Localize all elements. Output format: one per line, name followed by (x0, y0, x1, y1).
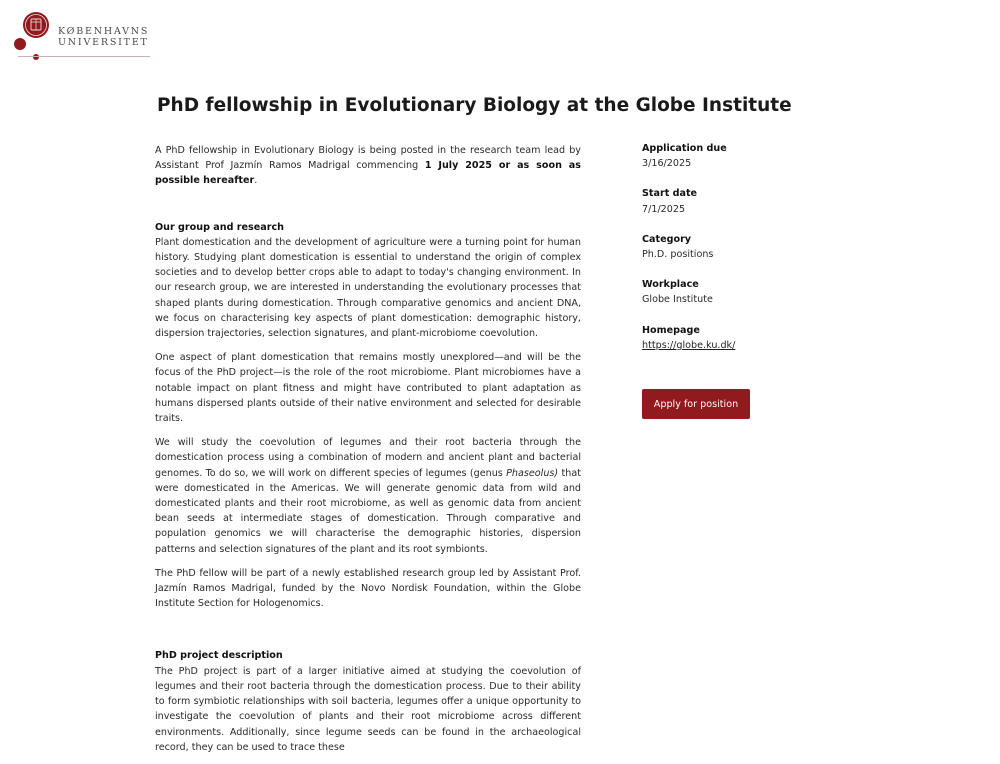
logo-line-2: UNIVERSITET (58, 37, 149, 48)
intro-text-end: . (254, 175, 258, 187)
group-p3-text: We will study the coevolution of legumes and their root bacteria through the domestication process using a combination of modern and ancient plant and bacterial genomes. To do so, we will work on different species of legumes (genus (155, 437, 581, 479)
group-paragraph-2: One aspect of plant domestication that remains mostly unexplored—and will be the focus of the PhD project—is the role of the root microbiome. Plant microbiomes have a notable impact on plant fitness and might have contributed to plant adaptation as humans dispersed plants outside of their native environment and selected for desirable traits. (155, 352, 581, 425)
project-section-heading: PhD project description (155, 650, 283, 662)
workplace-value: Globe Institute (642, 294, 713, 306)
category-label: Category (642, 233, 692, 245)
group-paragraph-3 (155, 435, 581, 557)
university-name (58, 26, 149, 48)
intro-start-date: 1 July 2025 or as soon as possible hereafter (155, 160, 581, 187)
intro-paragraph (155, 143, 581, 189)
job-description (155, 143, 581, 764)
intro-text: A PhD fellowship in Evolutionary Biology is being posted in the research team lead by Assistant Prof Jazmín Ramos Madrigal commencing (155, 145, 581, 172)
category-block (642, 232, 842, 262)
group-paragraph-1: Plant domestication and the development of agriculture were a turning point for human history. Studying plant domestication is essential to understand the origin of complex societies and to develop better crops able to adapt to today's changing environment. In our research group, we are interested in understanding the evolutionary processes that shaped plants during domestication. Through comparative genomics and ancient DNA, we focus on characterising key aspects of plant domestication: demographic history, dispersion trajectories, selection signatures, and plant-microbiome coevolution. (155, 236, 581, 340)
apply-for-position-button[interactable]: Apply for position (642, 389, 750, 419)
application-due-block (642, 141, 842, 171)
genus-name: Phaseolus) (506, 467, 559, 479)
university-seal-icon[interactable] (12, 10, 52, 62)
spacer (155, 620, 581, 648)
start-date-value: 7/1/2025 (642, 203, 686, 215)
workplace-label: Workplace (642, 279, 699, 291)
group-section-heading: Our group and research (155, 221, 284, 233)
homepage-link[interactable]: https://globe.ku.dk/ (642, 339, 736, 351)
spacer (155, 198, 581, 220)
logo-line-1: KØBENHAVNS (58, 26, 150, 37)
job-facts-sidebar (642, 141, 842, 368)
application-due-value: 3/16/2025 (642, 158, 692, 170)
homepage-block (642, 323, 842, 353)
start-date-block (642, 186, 842, 216)
homepage-label: Homepage (642, 324, 700, 336)
page-title: PhD fellowship in Evolutionary Biology at the Globe Institute (157, 95, 792, 116)
group-p3-text-end: that were domesticated in the Americas. We will generate genomic data from wild and domesticated plants and their root microbiome, as well as genomic data from ancient bean seeds at intermediate stages of domestication. Through comparative and population genomics we will characterise the demographic histories, dispersion patterns and selection signatures of the plant and its root symbionts. (155, 467, 581, 555)
application-due-label: Application due (642, 143, 727, 154)
workplace-block (642, 277, 842, 307)
start-date-label: Start date (642, 188, 698, 200)
logo-divider (18, 56, 150, 57)
site-header (12, 10, 152, 62)
category-value: Ph.D. positions (642, 249, 714, 261)
group-paragraph-4: The PhD fellow will be part of a newly established research group led by Assistant Prof. Jazmín Ramos Madrigal, funded by the Novo Nordisk Foundation, within the Globe Institute Section for Hologenomics. (155, 567, 581, 610)
project-paragraph-1: The PhD project is part of a larger initiative aimed at studying the coevolution of legumes and their root bacteria through the domestication process. Due to their ability to form symbiotic relationships with soil bacteria, legumes offer a unique opportunity to investigate the coevolution of plants and their root microbiome across different environments. Additionally, since legume seeds can be found in the archaeological record, they can be used to trace these (155, 665, 581, 753)
